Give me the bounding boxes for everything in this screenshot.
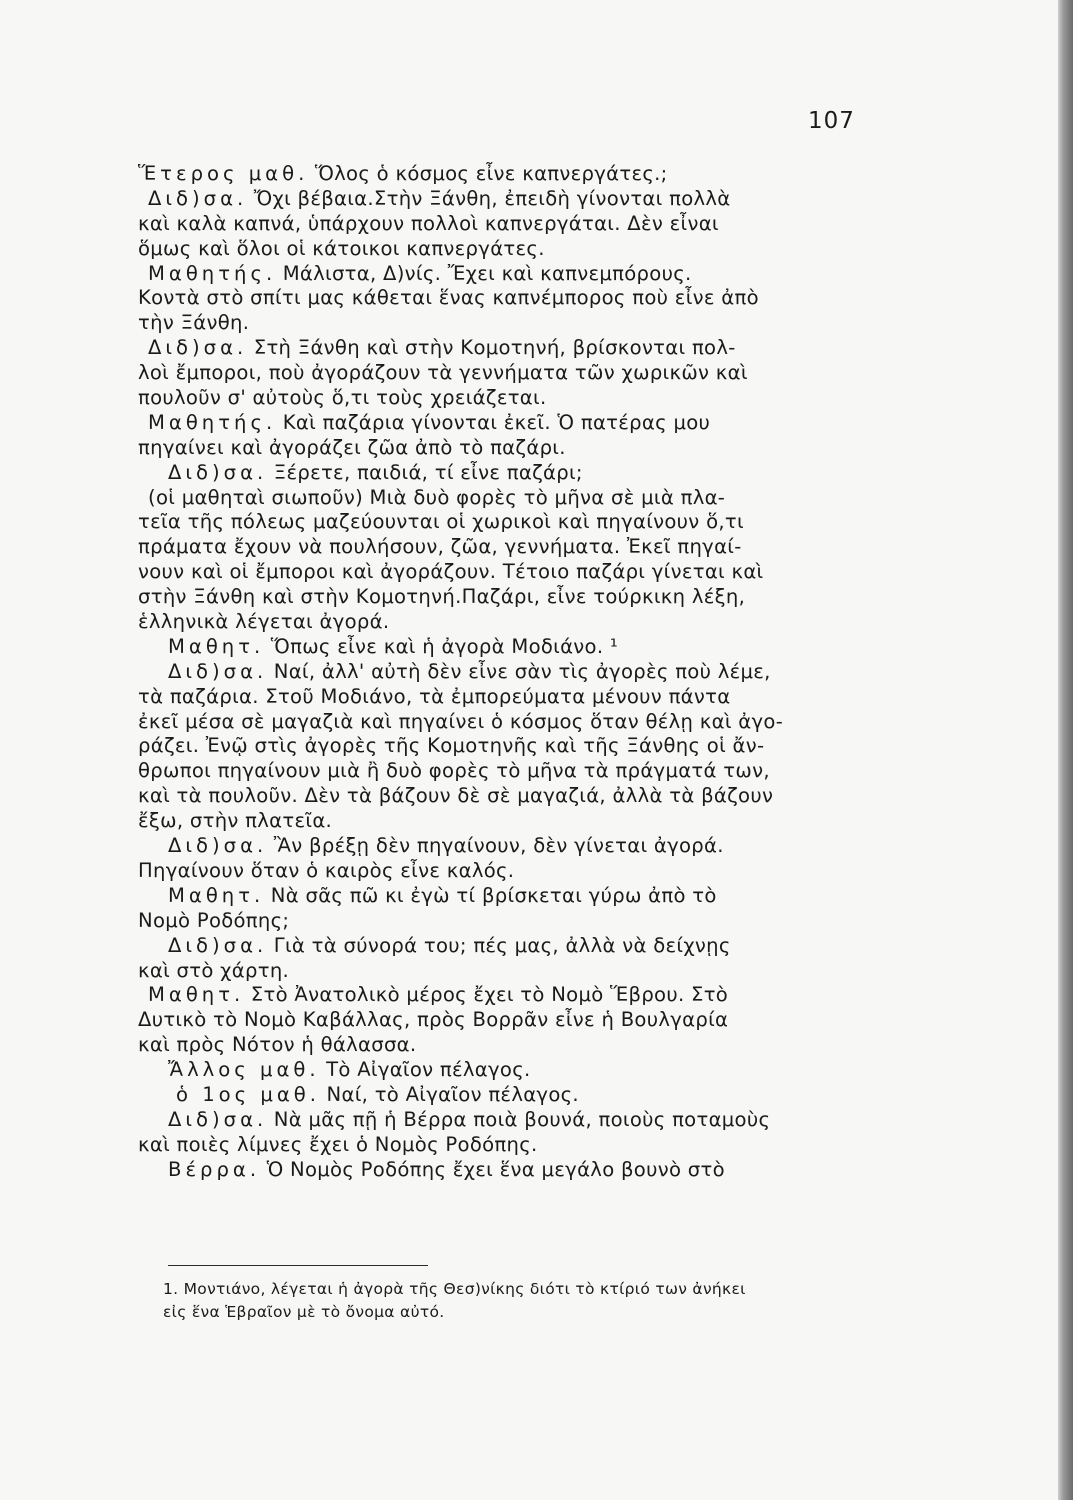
text-line — [138, 486, 890, 511]
speaker-label: Διδ)σα. — [148, 186, 248, 210]
text-line — [138, 610, 890, 635]
line-text: Μάλιστα, Δ)νίς. Ἔχει καὶ καπνεμπόρους. — [276, 261, 692, 285]
line-text: Ὅπως εἶνε καὶ ἡ ἀγορὰ Μοδιάνο. ¹ — [264, 634, 619, 658]
speaker-label: Μαθητής. — [148, 261, 277, 285]
footnote-divider — [168, 1265, 428, 1266]
line-text: τὴν Ξάνθη. — [138, 311, 250, 335]
line-text: νουν καὶ οἱ ἔμποροι καὶ ἀγοράζουν. Τέτοιο παζάρι γίνεται καὶ — [138, 560, 764, 584]
line-text: Νὰ μᾶς πῇ ἡ Βέρρα ποιὰ βουνά, ποιοὺς ποταμοὺς — [267, 1107, 771, 1131]
dialogue-text — [138, 162, 890, 1183]
speaker-label: Διδ)σα. — [168, 659, 268, 683]
text-line — [138, 510, 890, 535]
text-line — [138, 461, 890, 486]
line-text: καὶ καλὰ καπνά, ὑπάρχουν πολλοὶ καπνεργάται. Δὲν εἶναι — [138, 211, 719, 235]
book-spine-edge — [1058, 0, 1073, 1500]
text-line — [138, 809, 890, 834]
speaker-label: Ἄλλος μαθ. — [168, 1058, 320, 1082]
text-line — [138, 262, 890, 287]
text-line — [138, 685, 890, 710]
line-text: Πηγαίνουν ὅταν ὁ καιρὸς εἶνε καλός. — [138, 858, 515, 882]
text-line — [138, 411, 890, 436]
text-line — [138, 212, 890, 237]
line-text: Ὄχι βέβαια.Στὴν Ξάνθη, ἐπειδὴ γίνονται πολλὰ — [247, 186, 731, 210]
text-line — [138, 1083, 890, 1108]
line-text: Ἂν βρέξῃ δὲν πηγαίνουν, δὲν γίνεται ἀγορά. — [267, 834, 724, 858]
text-line — [138, 660, 890, 685]
text-line — [138, 959, 890, 984]
text-line — [138, 884, 890, 909]
line-text: τὰ παζάρια. Στοῦ Μοδιάνο, τὰ ἐμπορεύματα μένουν πάντα — [138, 684, 731, 708]
line-text: τεῖα τῆς πόλεως μαζεύουνται οἱ χωρικοὶ καὶ πηγαίνουν ὅ,τι — [138, 510, 744, 534]
text-line — [138, 710, 890, 735]
line-text: Τὸ Αἰγαῖον πέλαγος. — [319, 1058, 531, 1082]
speaker-label: ὁ 1ος μαθ. — [176, 1082, 320, 1106]
footnote-line: 1. Μοντιάνο, λέγεται ἡ ἀγορὰ τῆς Θεσ)νίκης διότι τὸ κτίριό των ἀνήκει — [163, 1280, 746, 1298]
line-text: Δυτικὸ τὸ Νομὸ Καβάλλας, πρὸς Βορρᾶν εἶνε ἡ Βουλγαρία — [138, 1008, 729, 1032]
text-line — [138, 1108, 890, 1133]
speaker-label: Μαθητής. — [148, 410, 277, 434]
text-line — [138, 386, 890, 411]
line-text: Ὁ Νομὸς Ροδόπης ἔχει ἕνα μεγάλο βουνὸ στὸ — [260, 1157, 725, 1181]
line-text: ἔξω, στὴν πλατεῖα. — [138, 809, 333, 833]
speaker-label: Διδ)σα. — [168, 460, 268, 484]
text-line — [138, 361, 890, 386]
text-line — [138, 1033, 890, 1058]
line-text: Νὰ σᾶς πῶ κι ἐγὼ τί βρίσκεται γύρω ἀπὸ τὸ — [264, 883, 717, 907]
text-line — [138, 983, 890, 1008]
speaker-label: Διδ)σα. — [168, 933, 268, 957]
line-text: Νομὸ Ροδόπης; — [138, 908, 290, 932]
footnote — [163, 1278, 898, 1324]
speaker-label: Βέρρα. — [168, 1157, 261, 1181]
text-line — [138, 1008, 890, 1033]
line-text: στὴν Ξάνθη καὶ στὴν Κομοτηνή.Παζάρι, εἶνε τούρκικη λέξη, — [138, 585, 746, 609]
speaker-label: Μαθητ. — [168, 634, 265, 658]
text-line — [138, 834, 890, 859]
line-text: πουλοῦν σ' αὐτοὺς ὅ,τι τοὺς χρειάζεται. — [138, 386, 547, 410]
line-text: Στὸ Ἀνατολικὸ μέρος ἔχει τὸ Νομὸ Ἕβρου. Στὸ — [244, 983, 729, 1007]
text-line — [138, 1133, 890, 1158]
text-line — [138, 784, 890, 809]
text-line — [138, 1158, 890, 1183]
text-line — [138, 909, 890, 934]
line-text: καὶ ποιὲς λίμνες ἔχει ὁ Νομὸς Ροδόπης. — [138, 1132, 538, 1156]
text-line — [138, 635, 890, 660]
line-text: Στὴ Ξάνθη καὶ στὴν Κομοτηνή, βρίσκονται πολ- — [247, 336, 736, 360]
line-text: λοὶ ἔμποροι, ποὺ ἀγοράζουν τὰ γεννήματα τῶν χωρικῶν καὶ — [138, 361, 748, 385]
line-text: Ξέρετε, παιδιά, τί εἶνε παζάρι; — [267, 460, 583, 484]
text-line — [138, 436, 890, 461]
speaker-label: Μαθητ. — [148, 983, 245, 1007]
line-text: ἐκεῖ μέσα σὲ μαγαζιὰ καὶ πηγαίνει ὁ κόσμος ὅταν θέλῃ καὶ ἀγο- — [138, 709, 784, 733]
speaker-label: Διδ)σα. — [148, 336, 248, 360]
line-text: πηγαίνει καὶ ἀγοράζει ζῶα ἀπὸ τὸ παζάρι. — [138, 435, 566, 459]
text-line — [138, 934, 890, 959]
line-text: Κοντὰ στὸ σπίτι μας κάθεται ἕνας καπνέμπορος ποὺ εἶνε ἀπὸ — [138, 286, 759, 310]
line-text: καὶ πρὸς Νότον ἡ θάλασσα. — [138, 1033, 417, 1057]
text-line — [138, 859, 890, 884]
text-line — [138, 237, 890, 262]
line-text: Ὅλος ὁ κόσμος εἶνε καπνεργάτες.; — [308, 162, 668, 185]
speaker-label: Μαθητ. — [168, 883, 265, 907]
text-line — [138, 286, 890, 311]
line-text: Γιὰ τὰ σύνορά του; πές μας, ἀλλὰ νὰ δείχνῃς — [267, 933, 731, 957]
footnote-line: εἰς ἕνα Ἑβραῖον μὲ τὸ ὄνομα αὐτό. — [163, 1303, 445, 1321]
speaker-label: Διδ)σα. — [168, 1107, 268, 1131]
speaker-label: Διδ)σα. — [168, 834, 268, 858]
text-line — [138, 311, 890, 336]
line-text: (οἱ μαθηταὶ σιωποῦν) Μιὰ δυὸ φορὲς τὸ μῆνα σὲ μιὰ πλα- — [148, 485, 726, 509]
text-line — [138, 560, 890, 585]
page-number: 107 — [808, 108, 855, 134]
line-text: Ναί, ἀλλ' αὐτὴ δὲν εἶνε σὰν τὶς ἀγορὲς ποὺ λέμε, — [267, 659, 771, 683]
line-text: καὶ τὰ πουλοῦν. Δὲν τὰ βάζουν δὲ σὲ μαγαζιά, ἀλλὰ τὰ βάζουν — [138, 784, 774, 808]
text-line — [138, 336, 890, 361]
text-line — [138, 1058, 890, 1083]
speaker-label: Ἕτερος μαθ. — [138, 162, 309, 185]
line-text: ράζει. Ἐνῷ στὶς ἀγορὲς τῆς Κομοτηνῆς καὶ τῆς Ξάνθης οἱ ἄν- — [138, 734, 765, 758]
text-line — [138, 162, 890, 187]
line-text: θρωποι πηγαίνουν μιὰ ἢ δυὸ φορὲς τὸ μῆνα τὰ πράγματά των, — [138, 759, 770, 783]
line-text: ὅμως καὶ ὅλοι οἱ κάτοικοι καπνεργάτες. — [138, 236, 545, 260]
line-text: ἑλληνικὰ λέγεται ἀγορά. — [138, 610, 390, 634]
line-text: πράματα ἔχουν νὰ πουλήσουν, ζῶα, γεννήματα. Ἐκεῖ πηγαί- — [138, 535, 742, 559]
text-line — [138, 585, 890, 610]
text-line — [138, 187, 890, 212]
text-line — [138, 734, 890, 759]
line-text: Ναί, τὸ Αἰγαῖον πέλαγος. — [320, 1082, 579, 1106]
line-text: καὶ στὸ χάρτη. — [138, 958, 290, 982]
text-line — [138, 535, 890, 560]
line-text: Καὶ παζάρια γίνονται ἐκεῖ. Ὁ πατέρας μου — [276, 410, 711, 434]
text-line — [138, 759, 890, 784]
